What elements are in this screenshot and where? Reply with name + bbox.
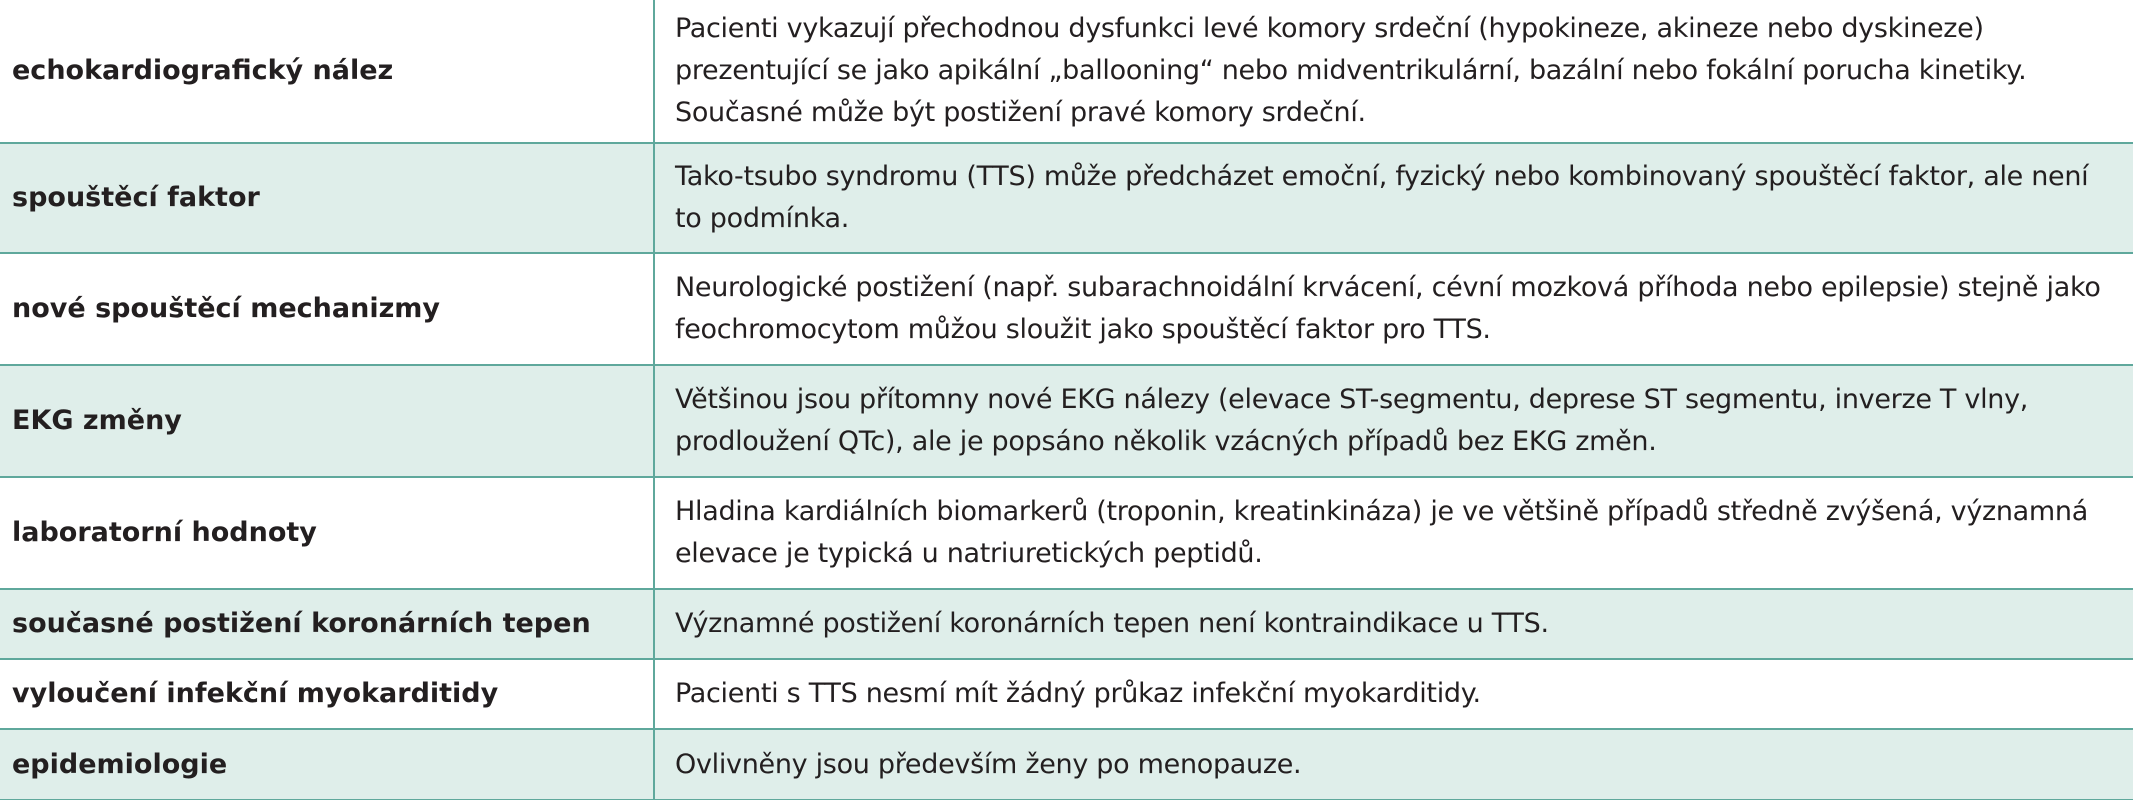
criterion-description-cell [654, 0, 2133, 143]
criterion-description-cell [654, 143, 2133, 253]
table-row [0, 477, 2133, 589]
criterion-label: laboratorní hodnoty [12, 517, 317, 548]
criterion-description-cell [654, 659, 2133, 729]
criterion-label-cell [0, 477, 654, 589]
criterion-label: EKG změny [12, 405, 182, 436]
criterion-label: epidemiologie [12, 748, 228, 780]
criterion-label-cell [0, 589, 654, 659]
criterion-description: Významné postižení koronárních tepen není kontraindikace u TTS. [675, 608, 1549, 639]
criterion-description-cell [654, 253, 2133, 365]
criterion-label-cell [0, 0, 654, 143]
criterion-label-cell [0, 729, 654, 800]
criterion-description: Pacienti vykazují přechodnou dysfunkci levé komory srdeční (hypokineze, akineze nebo dyskineze) prezentující se jako apikální „ballooning“ nebo midventrikulární, bazální nebo fokální porucha kinetiky. Současné může být postižení pravé komory srdeční. [675, 13, 2027, 128]
criterion-label-cell [0, 365, 654, 477]
criterion-label: nové spouštěcí mechanizmy [12, 293, 441, 324]
criterion-description-cell [654, 365, 2133, 477]
table-row [0, 729, 2133, 800]
criterion-description: Tako-tsubo syndromu (TTS) může předcházet emoční, fyzický nebo kombinovaný spouštěcí faktor, ale není to podmínka. [675, 161, 2089, 234]
criterion-label-cell [0, 659, 654, 729]
table-row [0, 659, 2133, 729]
criterion-label: echokardiografický nález [12, 55, 394, 86]
table-row [0, 589, 2133, 659]
criterion-description: Pacienti s TTS nesmí mít žádný průkaz infekční myokarditidy. [675, 678, 1481, 709]
criterion-description-cell [654, 589, 2133, 659]
table-row [0, 0, 2133, 143]
criterion-description: Většinou jsou přítomny nové EKG nálezy (elevace ST-segmentu, deprese ST segmentu, inverze T vlny, prodloužení QTc), ale je popsáno několik vzácných případů bez EKG změn. [675, 384, 2029, 457]
criterion-label-cell [0, 143, 654, 253]
criterion-description-cell [654, 729, 2133, 800]
table-row [0, 253, 2133, 365]
table-row [0, 143, 2133, 253]
table-row [0, 365, 2133, 477]
criterion-label: spouštěcí faktor [12, 182, 260, 213]
criterion-description: Hladina kardiálních biomarkerů (troponin, kreatinkináza) je ve většině případů středně zvýšená, významná elevace je typická u natriuretických peptidů. [675, 496, 2088, 569]
criterion-description: Neurologické postižení (např. subarachnoidální krvácení, cévní mozková příhoda nebo epilepsie) stejně jako feochromocytom můžou sloužit jako spouštěcí faktor pro TTS. [675, 272, 2101, 345]
criterion-description-cell [654, 477, 2133, 589]
criterion-description: Ovlivněny jsou především ženy po menopauze. [675, 748, 1302, 780]
criterion-label: současné postižení koronárních tepen [12, 608, 591, 639]
criterion-label: vyloučení infekční myokarditidy [12, 678, 499, 709]
criterion-label-cell [0, 253, 654, 365]
